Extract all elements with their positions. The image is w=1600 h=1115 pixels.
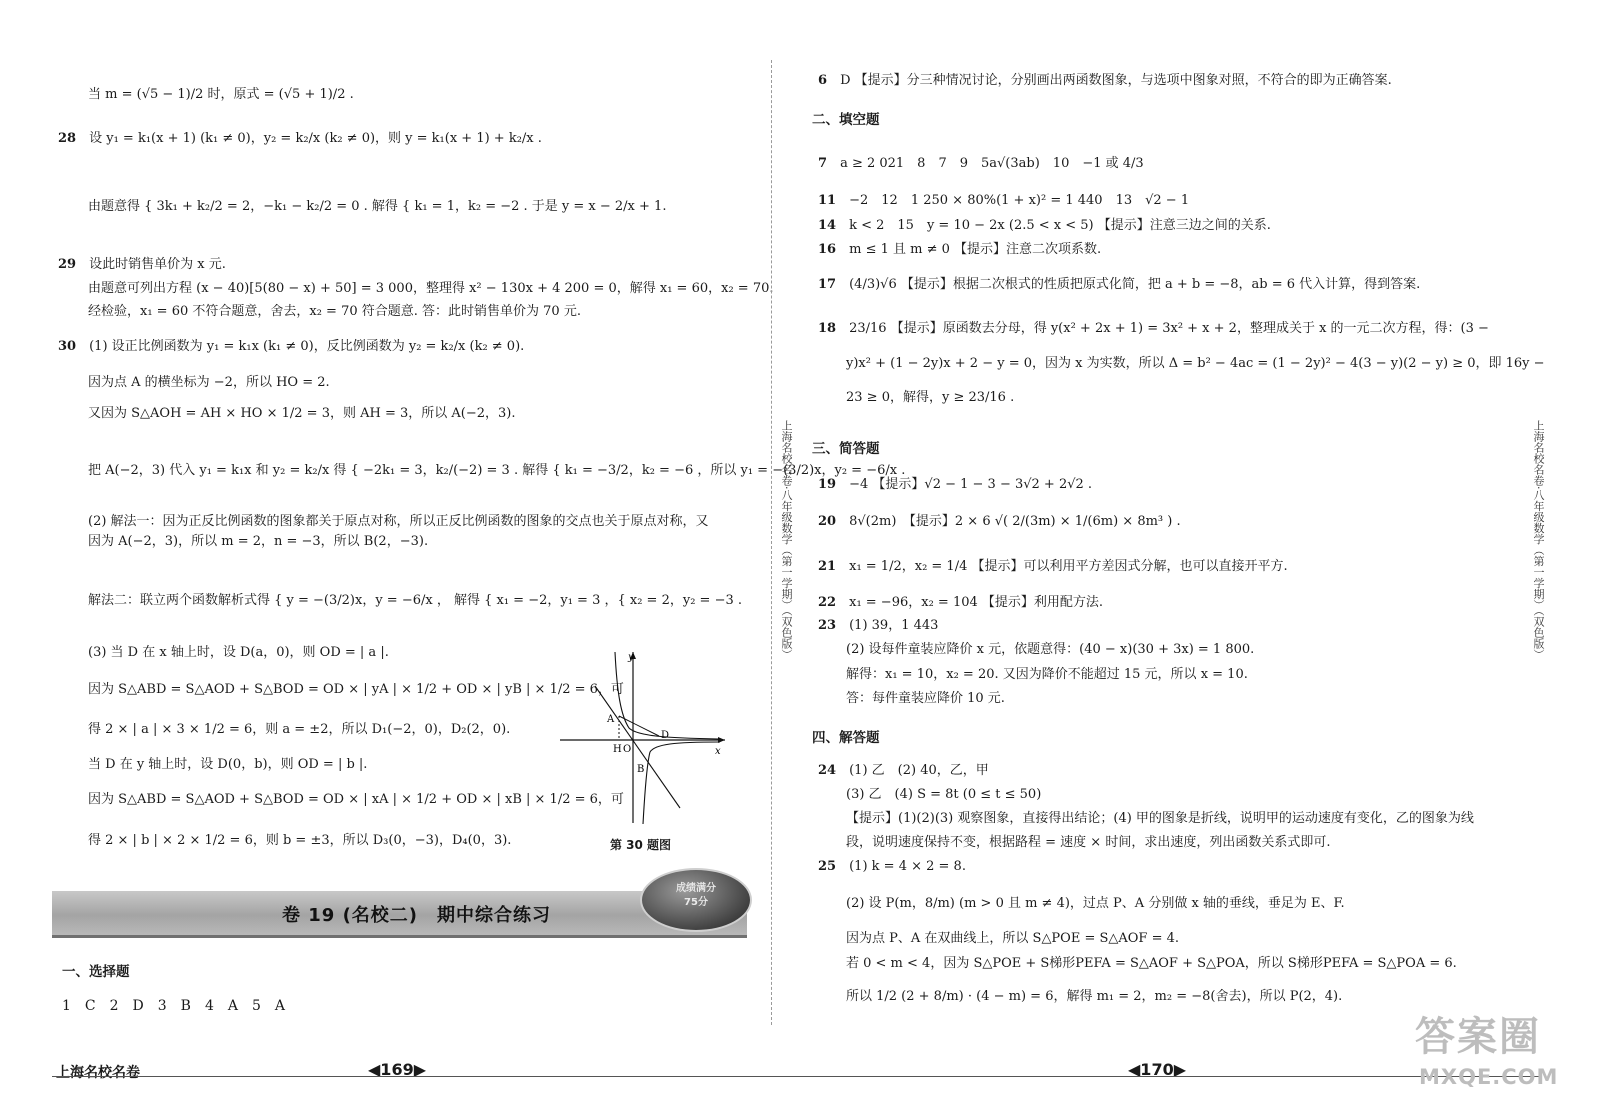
hyperbola-branch-lower [643, 742, 720, 824]
answer-line: 22 x₁ = −96，x₂ = 104 【提示】利用配方法. [818, 595, 1104, 610]
answer-line: 因为点 P、A 在双曲线上，所以 S△POE = S△AOF = 4. [846, 931, 1180, 946]
answer-line: 因为点 A 的横坐标为 −2，所以 HO = 2. [88, 375, 330, 390]
section-choice-heading: 一、选择题 [62, 964, 130, 980]
spine-text-right: 上海名校名卷·八年级数学（第一学期）（双色版） [1532, 420, 1545, 660]
answer-line: 当 m = (√5 − 1)/2 时，原式 = (√5 + 1)/2 . [88, 87, 354, 102]
answer-line: 7 a ≥ 2 021 8 7 9 5a√(3ab) 10 −1 或 4/3 [818, 156, 1144, 171]
answer-line: (2) 解法一：因为正反比例函数的图象都关于原点对称，所以正反比例函数的图象的交点也关于原点对称，又 [88, 514, 709, 529]
origin-label: O [623, 744, 632, 755]
question-28: 28 设 y₁ = k₁(x + 1) (k₁ ≠ 0)，y₂ = k₂/x (k₂ ≠ 0)，则 y = k₁(x + 1) + k₂/x . [58, 131, 542, 146]
answer-line: 19 −4 【提示】√2 − 1 − 3 − 3√2 + 2√2 . [818, 477, 1093, 492]
section-short-heading: 三、简答题 [812, 441, 880, 457]
score-badge-text: 成绩满分 75分 [676, 883, 716, 908]
answer-line: 24 (1) 乙 (2) 40，乙，甲 [818, 763, 989, 778]
page-divider [771, 60, 772, 1025]
point-h-label: H [613, 744, 622, 755]
answer-line: 当 D 在 y 轴上时，设 D(0，b)，则 OD = | b |. [88, 757, 368, 772]
question-30-figure [555, 648, 730, 826]
answer-line: 由题意得 { 3k₁ + k₂/2 = 2，−k₁ − k₂/2 = 0 . 解得 { k₁ = 1，k₂ = −2 . 于是 y = x − 2/x + 1. [88, 199, 667, 214]
answer-line: 14 k < 2 15 y = 10 − 2x (2.5 < x < 5) 【提示】注意三边之间的关系. [818, 218, 1271, 233]
answer-line: 解法二：联立两个函数解析式得 { y = −(3/2)x，y = −6/x ， 解得 { x₁ = −2，y₁ = 3 ，{ x₂ = 2，y₂ = −3 . [88, 593, 742, 608]
point-b-label: B [637, 764, 645, 775]
answer-line: 11 −2 12 1 250 × 80%(1 + x)² = 1 440 13 √2 − 1 [818, 193, 1190, 208]
answer-line: (3) 当 D 在 x 轴上时，设 D(a，0)，则 OD = | a |. [88, 645, 389, 660]
answer-line: 段，说明速度保持不变，根据路程 = 速度 × 时间，求出速度，列出函数关系式即可. [846, 835, 1331, 850]
answer-line: 17 (4/3)√6 【提示】根据二次根式的性质把原式化简，把 a + b = −8，ab = 6 代入计算，得到答案. [818, 277, 1421, 292]
answer-line: 把 A(−2，3) 代入 y₁ = k₁x 和 y₂ = k₂/x 得 { −2k₁ = 3，k₂/(−2) = 3 . 解得 { k₁ = −3/2，k₂ = −6 ，所以 y₁ = −(3/2)x，y₂ = −6/x . [88, 463, 906, 478]
answer-line: 所以 1/2 (2 + 8/m) · (4 − m) = 6，解得 m₁ = 2，m₂ = −8(舍去)，所以 P(2，4). [846, 989, 1343, 1004]
answer-line: 由题意可列出方程 (x − 40)[5(80 − x) + 50] = 3 000，整理得 x² − 130x + 4 200 = 0，解得 x₁ = 60，x₂ = 70. [88, 281, 774, 296]
answer-line: 因为 A(−2，3)，所以 m = 2，n = −3，所以 B(2，−3). [88, 534, 429, 549]
question-6: 6 D 【提示】分三种情况讨论，分别画出两函数图象，与选项中图象对照，不符合的即为正确答案. [818, 73, 1392, 88]
page-number-left: ◀169▶ [368, 1060, 427, 1079]
watermark-url: MXQE.COM [1419, 1065, 1559, 1089]
footer-rule [52, 1076, 1542, 1077]
y-axis-label: y [628, 652, 634, 663]
answer-line: 因为 S△ABD = S△AOD + S△BOD = OD × | yA | × 1/2 + OD × | yB | × 1/2 = 6，可 [88, 682, 624, 697]
choice-answers: 1 C 2 D 3 B 4 A 5 A [62, 998, 285, 1014]
answer-line: 得 2 × | b | × 2 × 1/2 = 6，则 b = ±3，所以 D₃(0，−3)，D₄(0，3). [88, 833, 512, 848]
watermark [1415, 1005, 1565, 1105]
point-a-label: A [607, 714, 615, 725]
answer-line: (2) 设每件童装应降价 x 元，依题意得：(40 − x)(30 + 3x) = 1 800. [846, 642, 1255, 657]
score-badge [640, 868, 752, 932]
answer-line: 若 0 < m < 4，因为 S△POE + S梯形PEFA = S△AOF + S△POA，所以 S梯形PEFA = S△POA = 6. [846, 956, 1457, 971]
answer-line: 【提示】(1)(2)(3) 观察图象，直接得出结论；(4) 甲的图象是折线，说明甲的运动速度有变化，乙的图象为线 [846, 811, 1474, 826]
answer-line: 经检验，x₁ = 60 不符合题意，舍去，x₂ = 70 符合题意. 答：此时销售单价为 70 元. [88, 304, 581, 319]
answer-line: y)x² + (1 − 2y)x + 2 − y = 0，因为 x 为实数，所以 Δ = b² − 4ac = (1 − 2y)² − 4(3 − y)(2 − y) ≥ 0，即 16y − [846, 356, 1545, 371]
page-number-right: ◀170▶ [1128, 1060, 1187, 1079]
figure-caption: 第 30 题图 [610, 838, 672, 852]
line-ab [595, 686, 680, 808]
right-page [790, 0, 1600, 1115]
watermark-logo: 答案圈 [1415, 1014, 1541, 1060]
answer-line: (3) 乙 (4) S = 8t (0 ≤ t ≤ 50) [846, 787, 1042, 802]
answer-line: 18 23/16 【提示】原函数去分母，得 y(x² + 2x + 1) = 3x² + x + 2，整理成关于 x 的一元二次方程，得：(3 − [818, 321, 1489, 336]
answer-line: 答：每件童装应降价 10 元. [846, 691, 1005, 706]
answer-line: 21 x₁ = 1/2，x₂ = 1/4 【提示】可以利用平方差因式分解，也可以直接开平方. [818, 559, 1288, 574]
answer-line: 因为 S△ABD = S△AOD + S△BOD = OD × | xA | × 1/2 + OD × | xB | × 1/2 = 6，可 [88, 792, 624, 807]
banner-title: 卷 19 (名校二) 期中综合练习 [282, 905, 552, 926]
answer-line: 16 m ≤ 1 且 m ≠ 0 【提示】注意二次项系数. [818, 242, 1102, 257]
answer-line: 20 8√(2m) 【提示】2 × 6 √( 2/(3m) × 1/(6m) × 8m³ ) . [818, 514, 1181, 529]
question-29: 29 设此时销售单价为 x 元. [58, 257, 226, 272]
x-axis-label: x [715, 746, 721, 757]
point-d-label: D [661, 730, 670, 741]
section-fill-heading: 二、填空题 [812, 112, 880, 128]
answer-line: 得 2 × | a | × 3 × 1/2 = 6，则 a = ±2，所以 D₁(−2，0)，D₂(2，0). [88, 722, 511, 737]
answer-line: 解得：x₁ = 10，x₂ = 20. 又因为降价不能超过 15 元，所以 x = 10. [846, 667, 1248, 682]
answer-line: 25 (1) k = 4 × 2 = 8. [818, 859, 966, 874]
spine-text-center: 上海名校名卷·八年级数学（第一学期）（双色版） [780, 420, 793, 660]
answer-line: 又因为 S△AOH = AH × HO × 1/2 = 3，则 AH = 3，所以 A(−2，3). [88, 406, 516, 421]
hyperbola-branch-upper [615, 652, 720, 739]
footer-brand: 上海名校名卷 [56, 1065, 140, 1081]
question-30: 30 (1) 设正比例函数为 y₁ = k₁x (k₁ ≠ 0)，反比例函数为 y₂ = k₂/x (k₂ ≠ 0). [58, 339, 525, 354]
section-solve-heading: 四、解答题 [812, 730, 880, 746]
answer-line: 23 (1) 39，1 443 [818, 618, 939, 633]
answer-line: 23 ≥ 0，解得，y ≥ 23/16 . [846, 390, 1015, 405]
answer-line: (2) 设 P(m，8/m) (m > 0 且 m ≠ 4)，过点 P、A 分别做 x 轴的垂线，垂足为 E、F. [846, 896, 1345, 911]
